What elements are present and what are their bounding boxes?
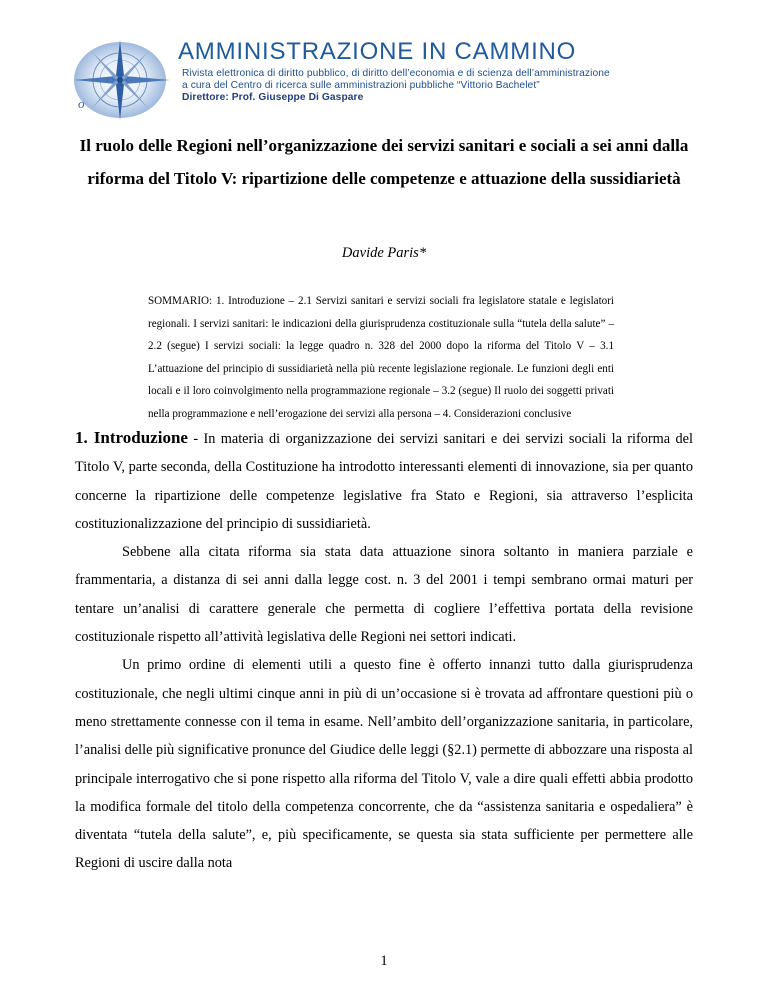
- author-name: Davide Paris*: [341, 245, 427, 261]
- paragraph-3: Un primo ordine di elementi utili a questo fine è offerto innanzi tutto dalla giurisprudenza costituzionale, che negli ultimi cinque anni in più di un’occasione si è trovata ad affrontare questioni più o meno strettamente connesse con il tema in esame. Nell’ambito dell’organizzazione sanitaria, in particolare, l’analisi delle più significative pronunce del Giudice delle leggi (§2.1) permette di abbozzare una risposta al principale interrogativo che si pone rispetto alla riforma del Titolo V, vale a dire quali effetti abbia prodotto la modifica formale del titolo della competenza concorrente, che da “assistenza sanitaria e ospedaliera” è diventata “tutela della salute”, e, più specificamente, se questa sia stata sufficiente per permettere alle Regioni di uscire dalla nota: [75, 657, 693, 872]
- table-of-contents-summary: SOMMARIO: 1. Introduzione – 2.1 Servizi sanitari e servizi sociali fra legislatore statale e legislatori regionali. I servizi sanitari: le indicazioni della giurisprudenza costituzionale sulla “tutela della salute” – 2.2 (segue) I servizi sociali: la legge quadro n. 328 del 2000 dopo la riforma del Titolo V – 3.1 L’attuazione del principio di sussidiarietà nella più recente legislazione regionale. Le funzioni degli enti locali e il loro coinvolgimento nella programmazione regionale – 3.2 (segue) Il ruolo dei soggetti privati nella programmazione e nell’erogazione dei servizi alla persona – 4. Considerazioni conclusive: [148, 295, 614, 420]
- compass-rose-logo-icon: [72, 38, 184, 120]
- page-number: 1: [380, 953, 388, 969]
- article-body: [75, 424, 693, 878]
- journal-subtitle-line1: Rivista elettronica di diritto pubblico, di diritto dell’economia e di scienza dell’amministrazione: [182, 68, 610, 79]
- journal-title: AMMINISTRAZIONE IN CAMMINO: [178, 38, 577, 65]
- section-title: 1. Introduzione: [75, 428, 188, 447]
- paragraph-1: [75, 424, 693, 538]
- article-title: Il ruolo delle Regioni nell’organizzazione dei servizi sanitari e sociali a sei anni dalla riforma del Titolo V: ripartizione delle competenze e attuazione della sussidiarietà: [79, 136, 689, 188]
- paragraph-1-text: - In materia di organizzazione dei servizi sanitari e dei servizi sociali la riforma del Titolo V, parte seconda, della Costituzione ha introdotto interessanti elementi di innovazione, sia per quanto concerne la ripartizione delle competenze legislative fra Stato e Regioni, sia attraverso l’esplicita costituzionalizzazione del principio di sussidiarietà.: [75, 431, 693, 532]
- journal-director: Direttore: Prof. Giuseppe Di Gaspare: [182, 92, 364, 103]
- svg-text:o: o: [78, 96, 85, 111]
- journal-subtitle-line2: a cura del Centro di ricerca sulle amministrazioni pubbliche “Vittorio Bachelet”: [182, 80, 540, 91]
- paragraph-2: Sebbene alla citata riforma sia stata data attuazione sinora soltanto in maniera parziale e frammentaria, a distanza di sei anni dalla legge cost. n. 3 del 2001 i tempi sembrano ormai maturi per tentare un’analisi di carattere generale che permetta di cogliere l’effettiva portata della revisione costituzionale rispetto all’attività legislativa delle Regioni nei settori indicati.: [75, 544, 693, 646]
- journal-masthead: [72, 38, 638, 120]
